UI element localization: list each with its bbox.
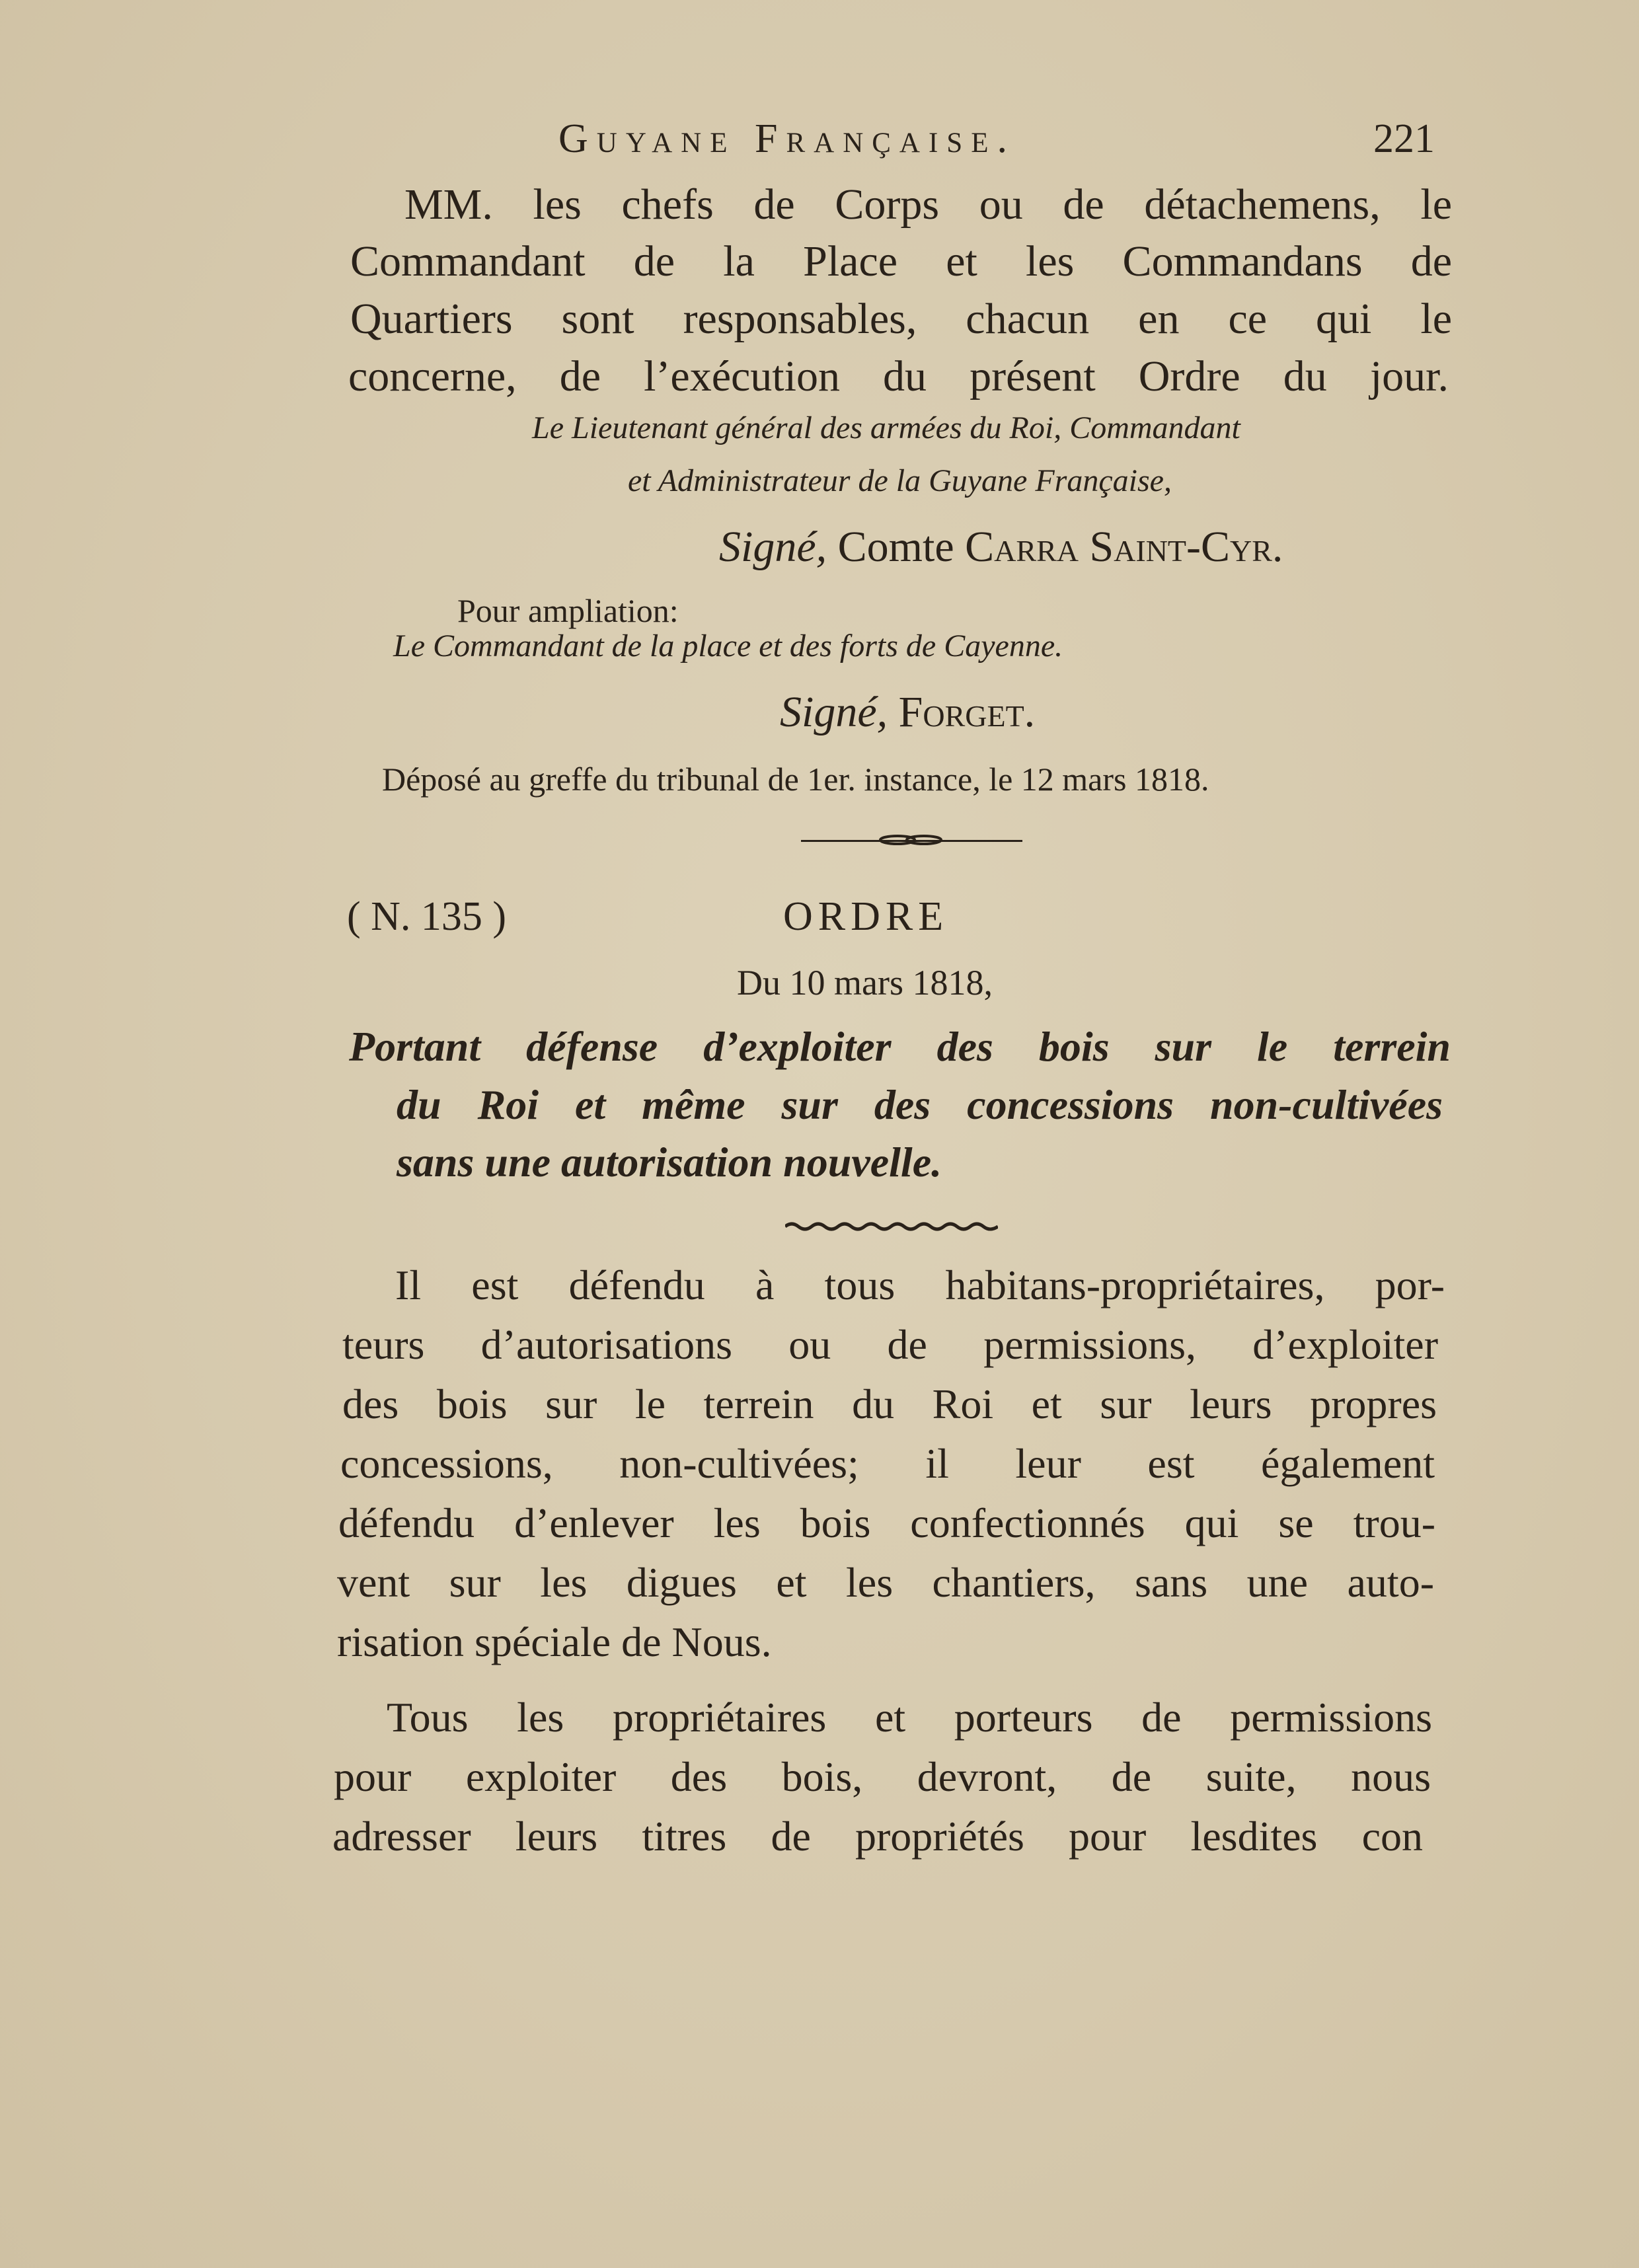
signature-forget [780,687,1035,737]
signature-title-line-2: et Administrateur de la Guyane Française, [628,463,1172,498]
paragraph1-line-2: Commandant de la Place et les Commandans de [350,237,1452,285]
paragraph3-line-2: pour exploiter des bois, devront, de suite, nous [334,1753,1431,1800]
ordre-number: ( N. 135 ) [347,894,507,939]
paragraph2-line-4: concessions, non-cultivées; il leur est également [340,1440,1435,1487]
ordre-heading-line-3: sans une autorisation nouvelle. [397,1139,942,1186]
page-number: 221 [1373,116,1435,161]
wavy-rule-icon [785,1221,998,1232]
paragraph2-line-6: vent sur les digues et les chantiers, sans une auto- [337,1559,1434,1606]
signe2-label: Signé, [780,688,888,736]
signe-label: Signé, [719,523,827,571]
commandant-place-title: Le Commandant de la place et des forts de Cayenne. [393,628,1063,663]
signe2-name: Forget. [898,688,1036,736]
paragraph3-line-3: adresser leurs titres de propriétés pour lesdites con [332,1813,1423,1860]
signature-carra-saint-cyr [719,522,1283,572]
ordre-date: Du 10 mars 1818, [737,963,993,1002]
paragraph1-line-1: MM. les chefs de Corps ou de détachemens, le [404,180,1452,229]
paragraph2-line-5: défendu d’enlever les bois confectionnés qui se trou- [338,1499,1435,1546]
rule-ornament-icon [871,834,950,846]
depose-line: Déposé au greffe du tribunal de 1er. instance, le 12 mars 1818. [382,761,1209,798]
ordre-heading-line-2: du Roi et même sur des concessions non-cultivées [397,1081,1443,1128]
paragraph2-line-1: Il est défendu à tous habitans-propriétaires, por- [395,1262,1445,1308]
paragraph2-line-2: teurs d’autorisations ou de permissions, d’exploiter [342,1321,1438,1368]
paragraph2-line-3: des bois sur le terrein du Roi et sur leurs propres [342,1380,1437,1427]
ordre-title: ORDRE [783,894,949,939]
paragraph1-line-3: Quartiers sont responsables, chacun en ce qui le [350,295,1452,343]
paragraph3-line-1: Tous les propriétaires et porteurs de permissions [387,1694,1432,1741]
running-header-title: Guyane Française. [558,116,1016,161]
signature-title-line-1: Le Lieutenant général des armées du Roi, Commandant [532,410,1240,445]
paragraph1-line-4: concerne, de l’exécution du présent Ordre du jour. [348,352,1449,400]
ampliation-label: Pour ampliation: [457,592,679,629]
paragraph2-line-7: risation spéciale de Nous. [337,1618,772,1665]
signe-name-prefix: Comte [837,523,954,571]
ordre-heading-line-1: Portant défense d’exploiter des bois sur le terrein [349,1023,1451,1070]
signe-name: Carra Saint-Cyr. [965,523,1283,571]
